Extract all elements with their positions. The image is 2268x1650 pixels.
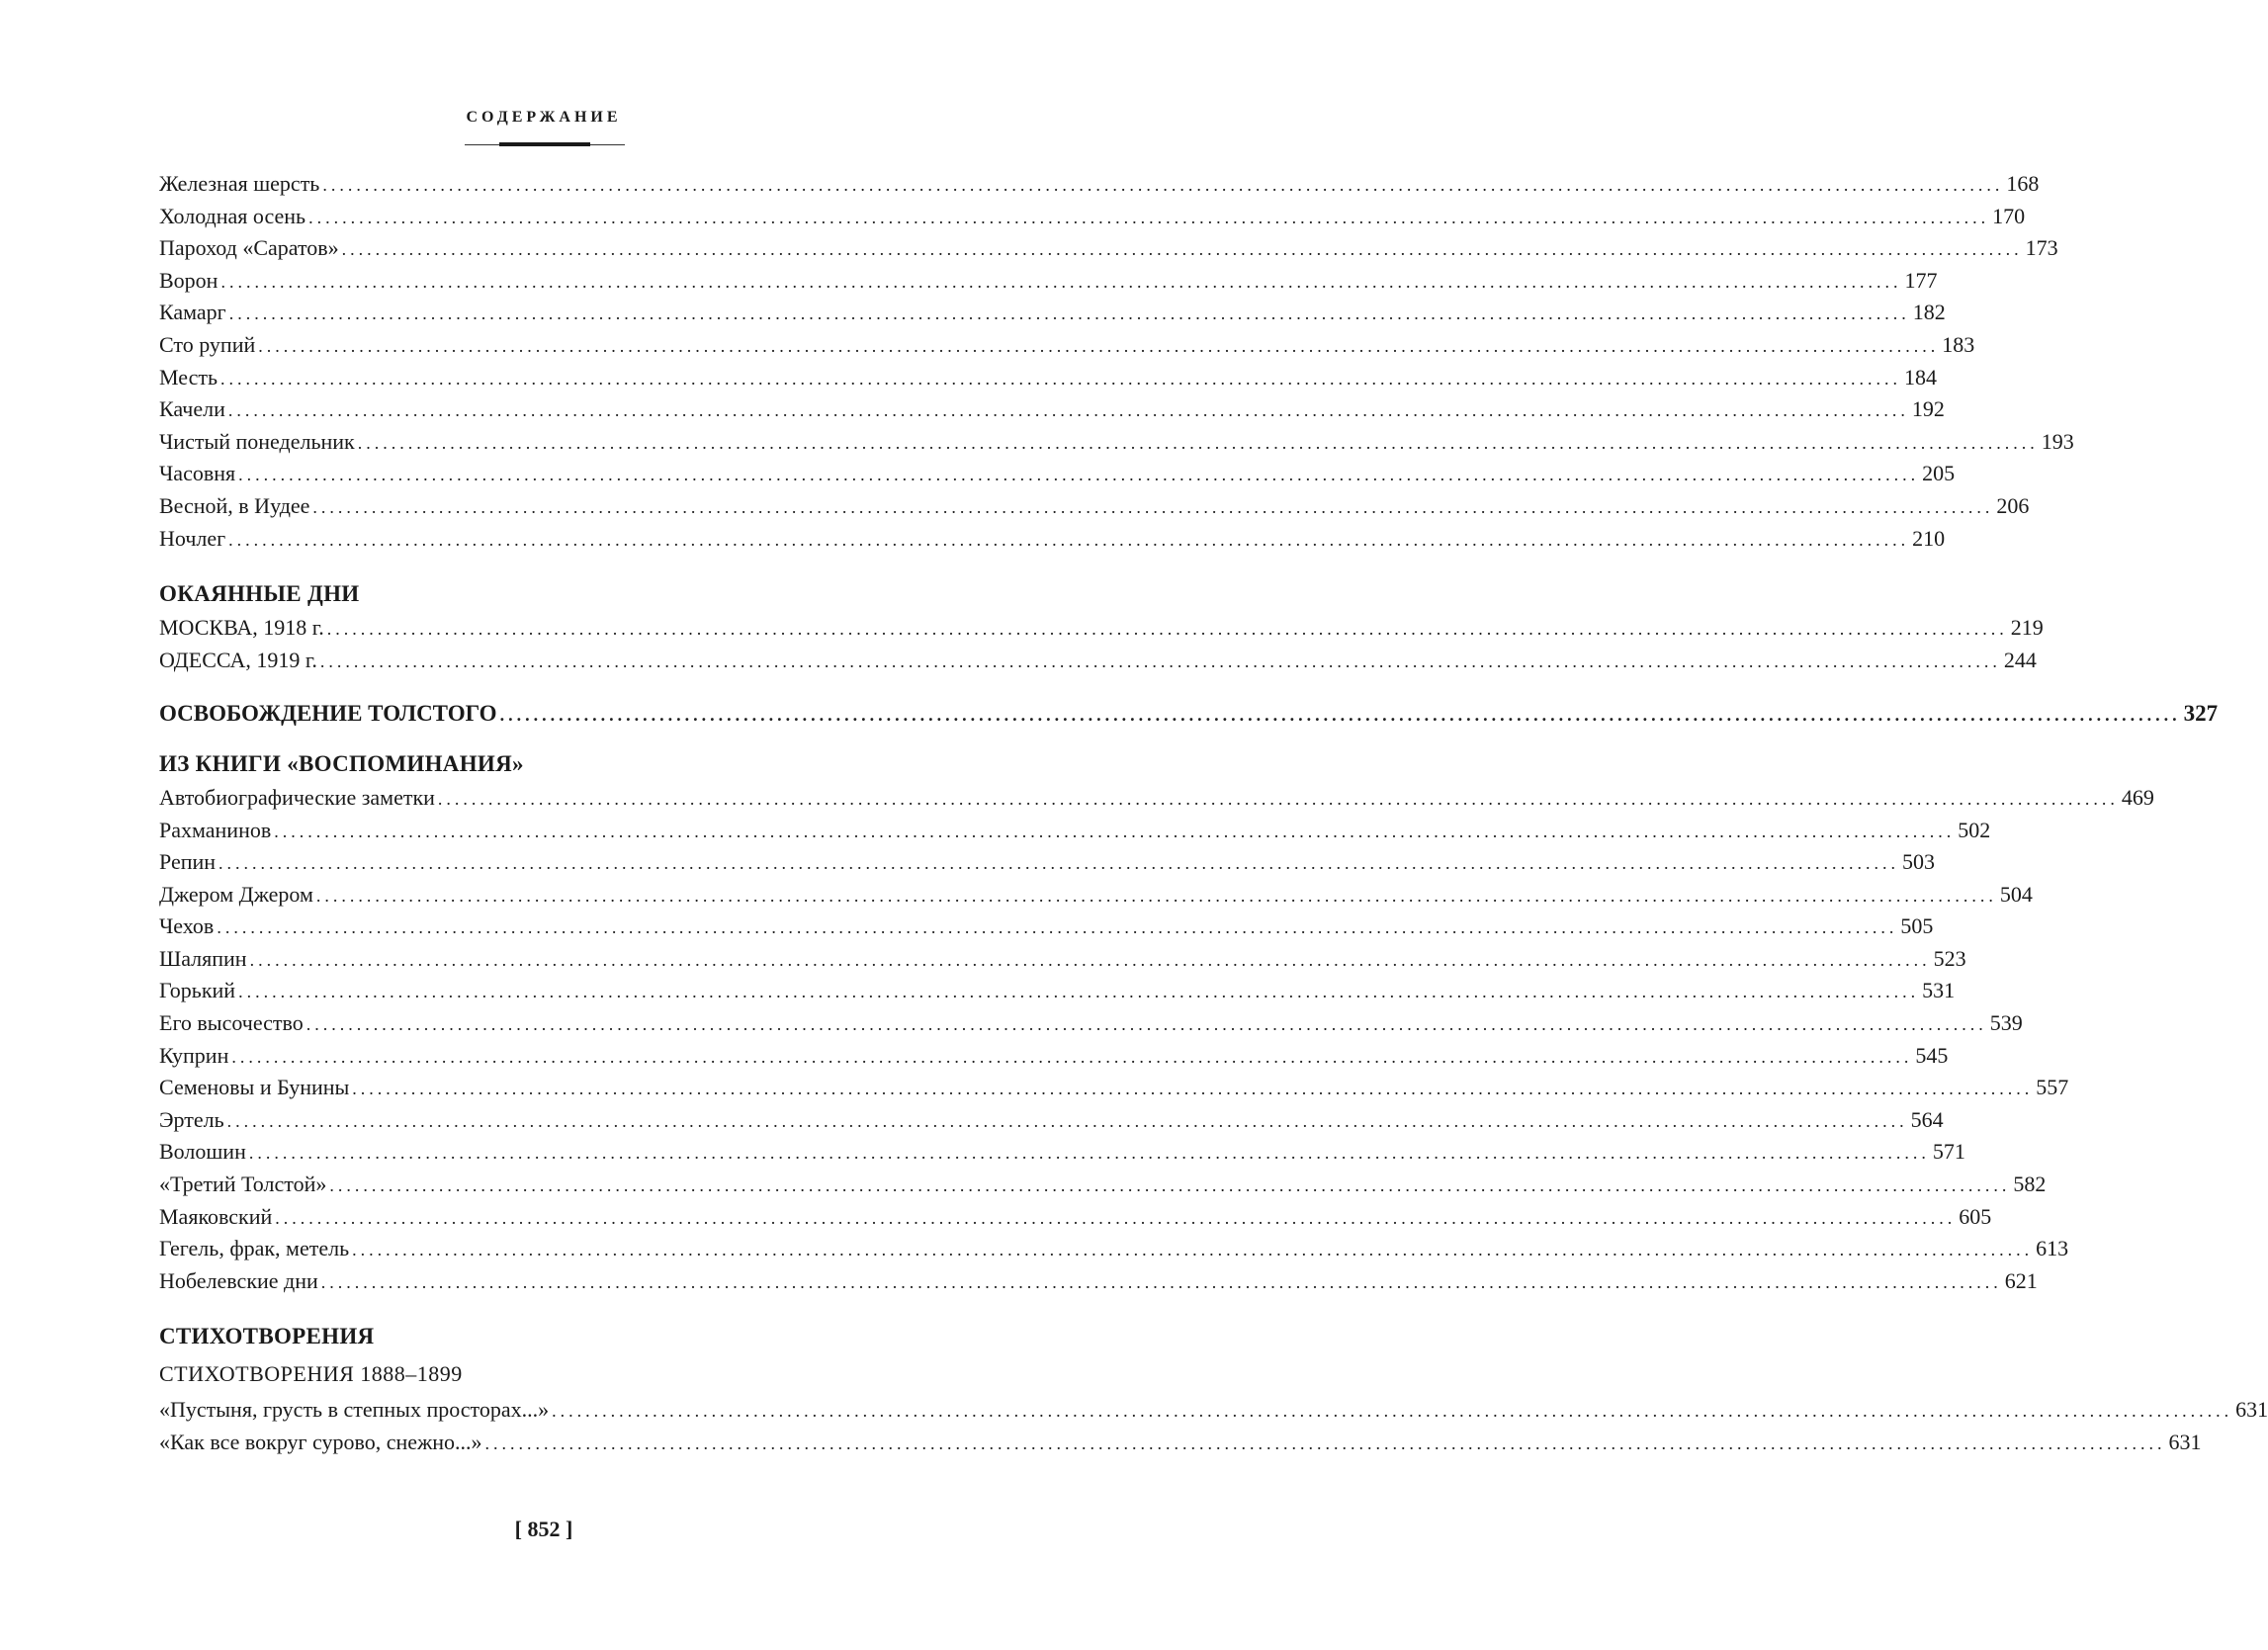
leader-dots: ........................................................................................................................................................................................................ <box>484 1433 2166 1453</box>
leader-dots: ........................................................................................................................................................................................................ <box>274 821 1956 841</box>
toc-entry[interactable] <box>159 393 1945 426</box>
toc-entry[interactable] <box>159 297 1946 329</box>
leader-dots: ........................................................................................................................................................................................................ <box>258 335 1940 356</box>
toc-entry[interactable] <box>159 1104 1944 1137</box>
entry-page: 523 <box>1933 945 1966 971</box>
toc-entry[interactable] <box>159 846 1936 879</box>
entry-page: 531 <box>1922 978 1956 1003</box>
leader-dots: ........................................................................................................................................................................................................ <box>352 1240 2034 1260</box>
leader-dots: ........................................................................................................................................................................................................ <box>437 788 2119 809</box>
header-rule-accent <box>499 142 590 146</box>
entry-page: 170 <box>1992 203 2026 228</box>
leader-dots: ........................................................................................................................................................................................................ <box>238 982 1920 1002</box>
toc-entry[interactable] <box>159 1007 2023 1040</box>
leader-dots: ........................................................................................................................................................................................................ <box>228 529 1910 550</box>
entry-page: 502 <box>1958 817 1991 842</box>
entry-title: Маяковский <box>159 1203 273 1229</box>
toc-entry[interactable] <box>159 1201 1992 1234</box>
entry-title: Автобиографические заметки <box>159 784 435 810</box>
entry-page: 182 <box>1912 300 1946 325</box>
entry-page: 631 <box>2235 1397 2268 1423</box>
entry-title: ОСВОБОЖДЕНИЕ ТОЛСТОГО <box>159 701 497 727</box>
toc-entry[interactable] <box>159 426 2074 459</box>
leader-dots: ........................................................................................................................................................................................................ <box>231 1046 1913 1067</box>
entry-page: 327 <box>2183 701 2219 727</box>
entry-title: Рахманинов <box>159 817 272 842</box>
toc-group-stories <box>159 168 2074 555</box>
toc-entry[interactable] <box>159 645 2037 677</box>
leader-dots: ........................................................................................................................................................................................................ <box>249 949 1931 970</box>
toc-entry[interactable] <box>159 1394 2268 1427</box>
entry-page: 210 <box>1912 525 1946 551</box>
entry-page: 545 <box>1915 1042 1949 1068</box>
toc-entry[interactable] <box>159 612 2044 645</box>
section-title: ИЗ КНИГИ «ВОСПОМИНАНИЯ» <box>159 750 524 776</box>
entry-title: «Как все вокруг сурово, снежно...» <box>159 1430 482 1454</box>
leader-dots: ........................................................................................................................................................................................................ <box>305 1014 1987 1035</box>
leader-dots: ........................................................................................................................................................................................................ <box>217 917 1898 938</box>
entry-title: Ворон <box>159 267 218 293</box>
entry-page: 539 <box>1989 1010 2023 1036</box>
entry-page: 219 <box>2010 615 2044 641</box>
section-okayannye-dni <box>159 576 2044 676</box>
toc-entry[interactable] <box>159 490 2030 523</box>
entry-page: 192 <box>1911 396 1945 422</box>
leader-dots: ........................................................................................................................................................................................................ <box>357 432 2039 453</box>
entry-page: 631 <box>2168 1430 2202 1454</box>
toc-entry[interactable] <box>159 698 2219 731</box>
entry-title: Качели <box>159 396 225 422</box>
entry-page: 505 <box>1900 913 1934 939</box>
leader-dots: ........................................................................................................................................................................................................ <box>220 368 1901 389</box>
leader-dots: ........................................................................................................................................................................................................ <box>312 496 1994 517</box>
section-osvobozhdenie <box>159 698 2219 731</box>
entry-page: 564 <box>1910 1106 1944 1132</box>
entry-page: 193 <box>2041 428 2074 454</box>
toc-entry[interactable] <box>159 1427 2202 1459</box>
entry-page: 605 <box>1959 1203 1992 1229</box>
toc-entry[interactable] <box>159 1136 1965 1169</box>
leader-dots: ........................................................................................................................................................................................................ <box>320 1271 2002 1292</box>
toc-entry[interactable] <box>159 782 2154 815</box>
entry-page: 184 <box>1904 364 1937 390</box>
leader-dots: ........................................................................................................................................................................................................ <box>326 619 2008 640</box>
leader-dots: ........................................................................................................................................................................................................ <box>315 885 1997 906</box>
entry-title: Весной, в Иудее <box>159 492 310 518</box>
leader-dots: ........................................................................................................................................................................................................ <box>218 853 1900 874</box>
toc-entry[interactable] <box>159 943 1966 976</box>
leader-dots: ........................................................................................................................................................................................................ <box>227 400 1909 421</box>
entry-title: Волошин <box>159 1139 246 1165</box>
entry-title: Месть <box>159 364 218 390</box>
toc-entry[interactable] <box>159 879 2033 912</box>
entry-page: 621 <box>2004 1267 2038 1293</box>
toc-entry[interactable] <box>159 168 2040 201</box>
toc-entry[interactable] <box>159 329 1975 362</box>
entry-title: Эртель <box>159 1106 224 1132</box>
toc-entry[interactable] <box>159 362 1937 394</box>
leader-dots: ........................................................................................................................................................................................................ <box>228 304 1910 324</box>
running-title: СОДЕРЖАНИЕ <box>466 109 622 126</box>
entry-page: 168 <box>2006 171 2040 196</box>
entry-title: Часовня <box>159 461 236 486</box>
entry-page: 503 <box>1902 849 1936 875</box>
toc-group-stikhotvoreniya <box>159 1394 2268 1458</box>
entry-page: 571 <box>1932 1139 1965 1165</box>
leader-dots: ........................................................................................................................................................................................................ <box>341 239 2023 260</box>
entry-title: «Третий Толстой» <box>159 1172 327 1197</box>
toc-group-vospominaniya <box>159 782 2154 1298</box>
toc-entry[interactable] <box>159 1233 2069 1265</box>
entry-title: Репин <box>159 849 217 875</box>
page-number: [ 852 ] <box>514 1517 573 1541</box>
leader-dots: ........................................................................................................................................................................................................ <box>248 1143 1930 1164</box>
entry-page: 504 <box>1999 881 2033 907</box>
leader-dots: ........................................................................................................................................................................................................ <box>226 1110 1908 1131</box>
entry-title: Железная шерсть <box>159 171 320 196</box>
entry-title: Чехов <box>159 913 215 939</box>
entry-title: Камарг <box>159 300 226 325</box>
leader-dots: ........................................................................................................................................................................................................ <box>352 1079 2034 1099</box>
toc-entry[interactable] <box>159 815 1991 847</box>
entry-title: Куприн <box>159 1042 229 1068</box>
leader-dots: ........................................................................................................................................................................................................ <box>308 207 1990 227</box>
leader-dots: ........................................................................................................................................................................................................ <box>329 1175 2011 1196</box>
toc-entry[interactable] <box>159 1169 2047 1201</box>
leader-dots: ........................................................................................................................................................................................................ <box>499 705 2181 726</box>
leader-dots: ........................................................................................................................................................................................................ <box>322 175 2004 195</box>
entry-page: 557 <box>2036 1075 2069 1100</box>
entry-title: МОСКВА, 1918 г. <box>159 615 324 641</box>
entry-page: 244 <box>2003 647 2037 672</box>
toc-entry[interactable] <box>159 1072 2069 1104</box>
leader-dots: ........................................................................................................................................................................................................ <box>220 271 1902 292</box>
entry-page: 469 <box>2121 784 2154 810</box>
running-header <box>0 107 1088 127</box>
entry-page: 173 <box>2025 235 2058 261</box>
entry-title: Ночлег <box>159 525 226 551</box>
entry-title: Семеновы и Бунины <box>159 1075 350 1100</box>
toc-entry[interactable] <box>159 1265 2038 1298</box>
entry-title: Гегель, фрак, метель <box>159 1236 350 1261</box>
leader-dots: ........................................................................................................................................................................................................ <box>238 465 1920 485</box>
subsection-title: СТИХОТВОРЕНИЯ 1888–1899 <box>159 1361 463 1387</box>
entry-title: Джером Джером <box>159 881 313 907</box>
entry-page: 582 <box>2013 1172 2047 1197</box>
toc-entry[interactable] <box>159 201 2026 233</box>
leader-dots: ........................................................................................................................................................................................................ <box>319 651 2001 671</box>
entry-title: Горький <box>159 978 236 1003</box>
section-title: СТИХОТВОРЕНИЯ <box>159 1324 375 1349</box>
toc-entry[interactable] <box>159 911 1934 943</box>
section-title: ОКАЯННЫЕ ДНИ <box>159 581 360 607</box>
leader-dots: ........................................................................................................................................................................................................ <box>552 1401 2233 1422</box>
entry-title: Шаляпин <box>159 945 247 971</box>
section-vospominaniya <box>159 746 2154 1298</box>
entry-page: 205 <box>1922 461 1956 486</box>
entry-page: 206 <box>1996 492 2030 518</box>
entry-title: ОДЕССА, 1919 г. <box>159 647 317 672</box>
toc-entry[interactable] <box>159 523 1946 556</box>
entry-page: 613 <box>2036 1236 2069 1261</box>
section-stikhotvoreniya <box>159 1319 2268 1458</box>
entry-title: Его высочество <box>159 1010 304 1036</box>
entry-page: 177 <box>1904 267 1938 293</box>
entry-title: «Пустыня, грусть в степных просторах...» <box>159 1397 550 1423</box>
leader-dots: ........................................................................................................................................................................................................ <box>275 1207 1957 1228</box>
table-of-contents <box>159 168 2268 1459</box>
entry-title: Нобелевские дни <box>159 1267 318 1293</box>
entry-title: Сто рупий <box>159 331 256 357</box>
toc-entry[interactable] <box>159 232 2058 265</box>
entry-title: Чистый понедельник <box>159 428 355 454</box>
toc-group-okayannye <box>159 612 2044 676</box>
toc-entry[interactable] <box>159 975 1956 1007</box>
entry-page: 183 <box>1942 331 1975 357</box>
toc-entry[interactable] <box>159 265 1938 298</box>
entry-title: Холодная осень <box>159 203 306 228</box>
toc-entry[interactable] <box>159 1040 1949 1073</box>
entry-title: Пароход «Саратов» <box>159 235 339 261</box>
toc-entry[interactable] <box>159 458 1956 490</box>
